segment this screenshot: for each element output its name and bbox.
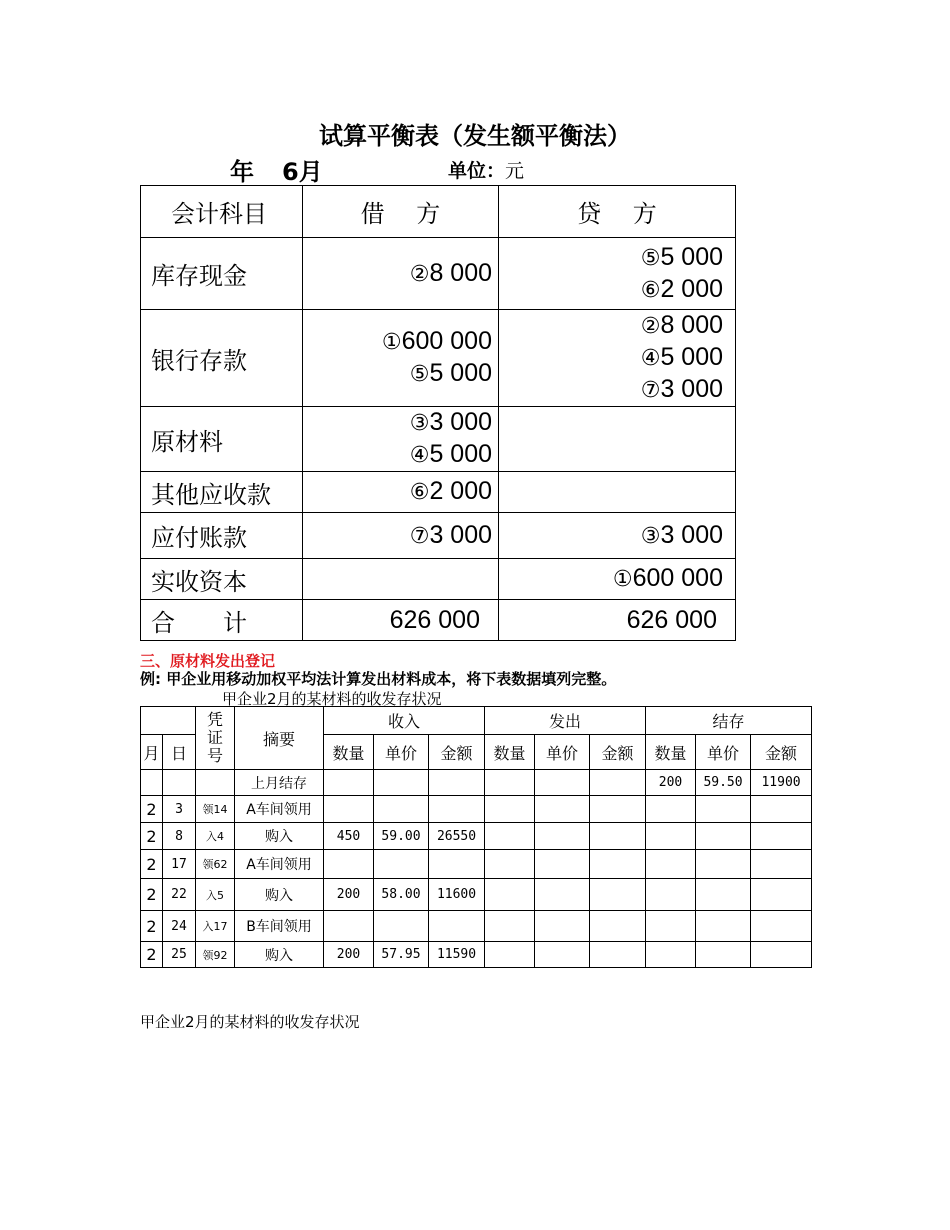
entry-cell [303,472,499,513]
trial-balance-title: 试算平衡表（发生额平衡法） [319,122,631,150]
header-in-price: 单价 [374,735,429,770]
header-out-price: 单价 [535,735,590,770]
header-in-amount: 金额 [429,735,485,770]
header-voucher [196,707,235,770]
header-receipt: 收入 [324,707,485,735]
header-credit: 贷 方 [499,186,736,238]
voucher-header-char: 凭 [206,710,223,729]
entry-amount: 3 000 [429,408,492,436]
ledger-cell-month: 2 [141,942,163,968]
ledger-cell-summary: B车间领用 [235,911,324,942]
ledger-cell-in-amount: 11600 [429,879,485,911]
entry-cell [303,513,499,559]
ledger-cell-month: 2 [141,850,163,879]
ledger-cell-month: 2 [141,879,163,911]
entry-cell [303,559,499,600]
entry-line [303,439,492,471]
trial-balance-row [141,407,736,472]
ledger-cell-bal-qty [646,823,696,850]
entry-line [499,242,723,274]
ledger-cell-month: 2 [141,823,163,850]
ledger-cell-out-qty [485,796,535,823]
entry-cell [499,407,736,472]
ledger-cell-out-price [535,770,590,796]
ledger-cell-bal-qty [646,796,696,823]
ledger-cell-out-amount [590,911,646,942]
unit-label [448,156,524,183]
ledger-cell-summary: 购入 [235,879,324,911]
ledger-cell-bal-qty: 200 [646,770,696,796]
ledger-cell-bal-qty [646,942,696,968]
month-label: 6月 [282,158,323,186]
ledger-row [141,770,812,796]
entry-marker: ③ [409,411,430,436]
section-heading: 三、原材料发出登记 [140,652,276,670]
header-account: 会计科目 [141,186,303,238]
ledger-cell-summary: 购入 [235,823,324,850]
ledger-cell-in-qty [324,796,374,823]
ledger-cell-out-amount [590,879,646,911]
ledger-cell-bal-amount: 11900 [751,770,812,796]
entry-line [499,274,723,306]
ledger-cell-day: 17 [163,850,196,879]
header-month: 月 [141,735,163,770]
ledger-cell-bal-price [696,942,751,968]
header-in-qty: 数量 [324,735,374,770]
ledger-cell-in-price: 57.95 [374,942,429,968]
account-name: 其他应收款 [141,472,303,513]
ledger-cell-bal-qty [646,879,696,911]
header-bal-qty: 数量 [646,735,696,770]
trial-balance-header-row [141,186,736,238]
ledger-cell-bal-price: 59.50 [696,770,751,796]
entry-cell [499,472,736,513]
ledger-cell-month [141,770,163,796]
ledger-cell-out-qty [485,850,535,879]
unit-value: 元 [505,160,525,182]
entry-marker: ⑥ [409,480,430,505]
ledger-cell-out-price [535,850,590,879]
ledger-cell-out-amount [590,942,646,968]
ledger-cell-out-amount [590,850,646,879]
ledger-cell-bal-amount [751,879,812,911]
entry-cell [499,310,736,407]
entry-amount: 3 000 [660,520,723,549]
ledger-cell-day: 8 [163,823,196,850]
ledger-cell-out-price [535,942,590,968]
ledger-cell-in-qty: 200 [324,942,374,968]
footer-caption: 甲企业2月的某材料的收发存状况 [140,1013,360,1031]
ledger-cell-out-qty [485,942,535,968]
entry-marker: ⑥ [640,277,661,303]
account-name: 实收资本 [141,559,303,600]
header-bal-price: 单价 [696,735,751,770]
entry-line [303,520,492,552]
ledger-row [141,942,812,968]
entry-line [303,326,492,358]
account-name: 应付账款 [141,513,303,559]
header-balance: 结存 [646,707,812,735]
ledger-cell-out-amount [590,823,646,850]
ledger-cell-summary: A车间领用 [235,796,324,823]
entry-line [303,476,492,508]
header-day: 日 [163,735,196,770]
voucher-header-char: 号 [206,746,223,765]
voucher-header-char: 证 [206,728,223,747]
entry-amount: 600 000 [632,564,723,592]
material-ledger-table [140,706,812,968]
header-date-blank [141,707,196,735]
entry-line [303,258,492,290]
ledger-cell-in-amount [429,770,485,796]
header-summary: 摘要 [235,707,324,770]
entry-amount: 5 000 [660,242,723,271]
ledger-cell-bal-price [696,879,751,911]
ledger-cell-bal-amount [751,823,812,850]
ledger-header-row-1 [141,707,812,735]
ledger-cell-out-amount [590,770,646,796]
entry-amount: 3 000 [660,375,723,403]
trial-balance-table [140,185,736,641]
entry-amount: 2 000 [660,274,723,303]
example-text: 例: 甲企业用移动加权平均法计算发出材料成本，将下表数据填列完整。 [140,670,617,688]
trial-balance-total-row [141,600,736,641]
ledger-cell-in-amount [429,911,485,942]
trial-balance-row [141,559,736,600]
ledger-cell-out-amount [590,796,646,823]
entry-marker: ① [612,567,633,592]
ledger-cell-day [163,770,196,796]
entry-amount: 3 000 [429,520,492,549]
ledger-cell-in-qty [324,850,374,879]
ledger-cell-out-price [535,823,590,850]
ledger-cell-bal-price [696,796,751,823]
ledger-cell-month: 2 [141,796,163,823]
ledger-cell-month: 2 [141,911,163,942]
ledger-row [141,850,812,879]
ledger-cell-in-price: 58.00 [374,879,429,911]
entry-amount: 2 000 [429,477,492,505]
total-label: 合 计 [141,600,303,641]
entry-marker: ⑦ [640,378,661,403]
ledger-cell-voucher: 领62 [196,850,235,879]
entry-amount: 5 000 [429,359,492,387]
ledger-cell-in-price: 59.00 [374,823,429,850]
entry-marker: ⑤ [409,362,430,387]
ledger-cell-voucher: 领92 [196,942,235,968]
ledger-cell-bal-amount [751,942,812,968]
ledger-row [141,911,812,942]
ledger-cell-in-qty: 200 [324,879,374,911]
ledger-cell-day: 3 [163,796,196,823]
ledger-cell-in-qty: 450 [324,823,374,850]
trial-balance-row [141,472,736,513]
entry-cell [303,238,499,310]
ledger-cell-out-price [535,911,590,942]
ledger-cell-summary: 购入 [235,942,324,968]
account-name: 库存现金 [141,238,303,310]
header-out-amount: 金额 [590,735,646,770]
ledger-cell-day: 24 [163,911,196,942]
ledger-cell-bal-price [696,911,751,942]
ledger-cell-in-amount: 11590 [429,942,485,968]
ledger-cell-in-qty [324,770,374,796]
entry-marker: ③ [640,523,661,549]
ledger-cell-summary: A车间领用 [235,850,324,879]
ledger-cell-day: 22 [163,879,196,911]
entry-amount: 600 000 [401,327,492,355]
trial-balance-row [141,513,736,559]
account-name: 银行存款 [141,310,303,407]
ledger-cell-summary: 上月结存 [235,770,324,796]
ledger-cell-bal-qty [646,850,696,879]
entry-marker: ② [640,314,661,339]
ledger-cell-out-qty [485,770,535,796]
entry-line [303,407,492,439]
header-bal-amount: 金额 [751,735,812,770]
total-credit: 626 000 [499,600,736,641]
ledger-cell-in-qty [324,911,374,942]
ledger-cell-bal-qty [646,911,696,942]
entry-line [499,374,723,406]
ledger-row [141,823,812,850]
trial-balance-row [141,310,736,407]
entry-line [499,310,723,342]
ledger-cell-in-amount [429,796,485,823]
ledger-cell-bal-amount [751,796,812,823]
entry-marker: ④ [409,443,430,468]
entry-cell [499,513,736,559]
ledger-cell-bal-amount [751,911,812,942]
ledger-caption: 甲企业2月的某材料的收发存状况 [222,690,442,708]
ledger-row [141,796,812,823]
ledger-cell-out-qty [485,823,535,850]
ledger-cell-out-qty [485,879,535,911]
entry-marker: ① [381,330,402,355]
ledger-cell-out-price [535,796,590,823]
ledger-cell-bal-price [696,850,751,879]
ledger-cell-in-price [374,796,429,823]
entry-line [499,563,723,595]
entry-amount: 5 000 [660,343,723,371]
ledger-cell-out-qty [485,911,535,942]
entry-marker: ⑦ [409,523,430,549]
ledger-cell-day: 25 [163,942,196,968]
entry-amount: 8 000 [660,311,723,339]
ledger-cell-bal-price [696,823,751,850]
entry-cell [303,407,499,472]
ledger-cell-in-amount [429,850,485,879]
total-debit: 626 000 [303,600,499,641]
ledger-cell-voucher [196,770,235,796]
header-debit: 借 方 [303,186,499,238]
entry-line [303,358,492,390]
entry-marker: ④ [640,346,661,371]
entry-cell [499,559,736,600]
header-voucher-text [196,711,234,765]
header-out-qty: 数量 [485,735,535,770]
entry-line [499,520,723,552]
entry-cell [499,238,736,310]
ledger-cell-out-price [535,879,590,911]
ledger-cell-in-price [374,850,429,879]
trial-balance-row [141,238,736,310]
ledger-row [141,879,812,911]
unit-label-text: 单位： [448,160,506,182]
entry-amount: 5 000 [429,440,492,468]
entry-marker: ⑤ [640,245,661,271]
year-label: 年 [230,158,254,186]
header-issue: 发出 [485,707,646,735]
ledger-cell-in-price [374,770,429,796]
ledger-cell-voucher: 入17 [196,911,235,942]
ledger-cell-voucher: 入4 [196,823,235,850]
ledger-cell-in-amount: 26550 [429,823,485,850]
ledger-cell-voucher: 领14 [196,796,235,823]
ledger-cell-voucher: 入5 [196,879,235,911]
ledger-cell-bal-amount [751,850,812,879]
entry-marker: ② [409,261,430,287]
ledger-cell-in-price [374,911,429,942]
entry-amount: 8 000 [429,258,492,287]
entry-line [499,342,723,374]
account-name: 原材料 [141,407,303,472]
entry-cell [303,310,499,407]
